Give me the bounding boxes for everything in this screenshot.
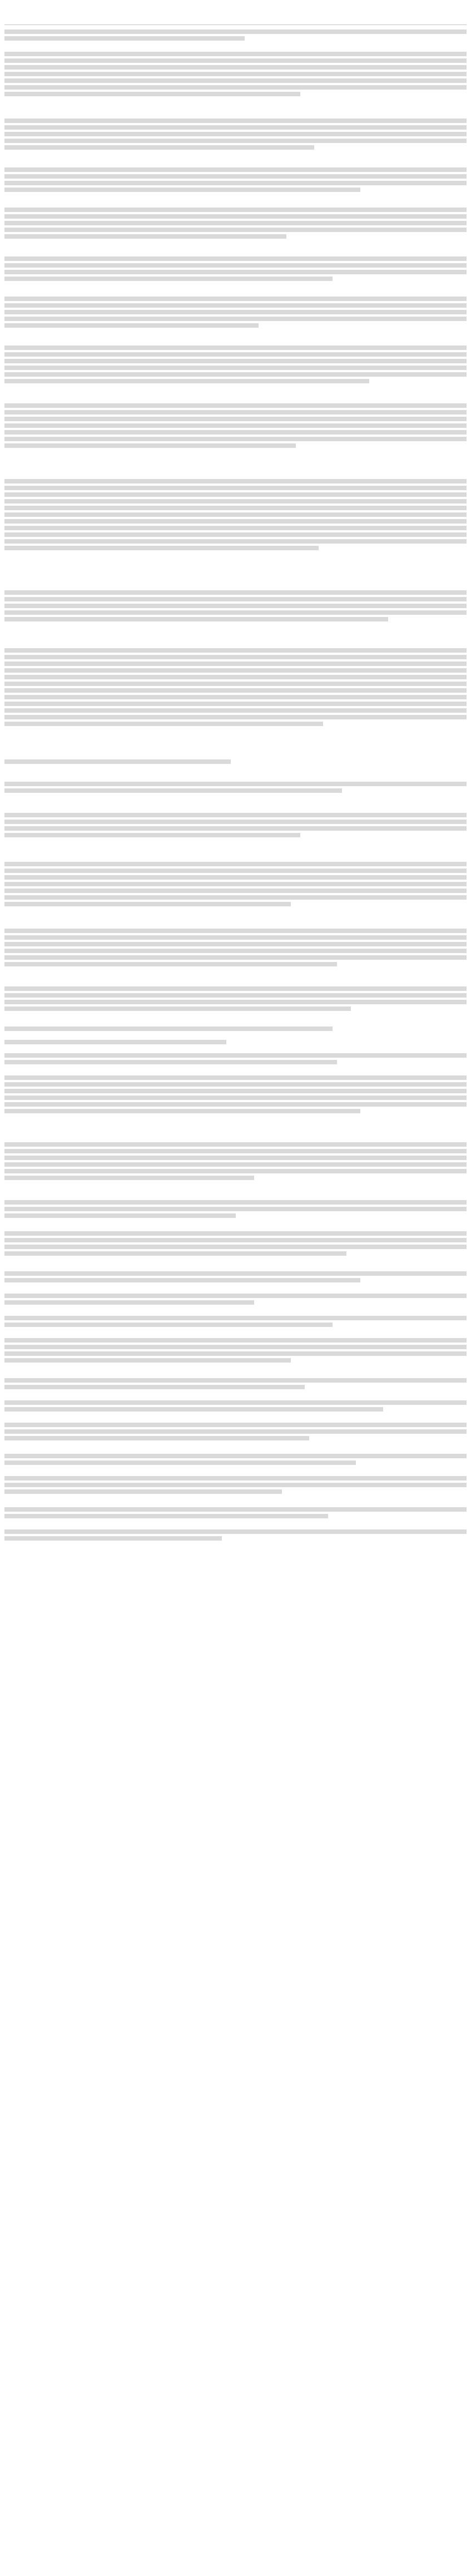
- skeleton-line: [4, 1476, 467, 1481]
- paragraph: [4, 1271, 467, 1289]
- paragraph-skeleton: [4, 1507, 467, 1518]
- skeleton-line: [4, 1156, 467, 1160]
- skeleton-line: [4, 403, 467, 408]
- paragraph-skeleton: [4, 590, 467, 621]
- skeleton-line: [4, 1351, 467, 1356]
- skeleton-line: [4, 187, 360, 192]
- skeleton-line: [4, 92, 300, 96]
- skeleton-line: [4, 1316, 467, 1320]
- paragraph-skeleton: [4, 1075, 467, 1113]
- skeleton-line: [4, 352, 467, 357]
- paragraph-skeleton: [4, 29, 467, 41]
- skeleton-line: [4, 1358, 291, 1363]
- skeleton-line: [4, 139, 467, 143]
- skeleton-line: [4, 270, 467, 274]
- skeleton-line: [4, 132, 467, 136]
- skeleton-line: [4, 256, 467, 261]
- skeleton-line: [4, 1169, 467, 1173]
- skeleton-line: [4, 655, 467, 659]
- paragraph-skeleton: [4, 986, 467, 1011]
- skeleton-line: [4, 902, 291, 906]
- paragraph: [4, 479, 467, 577]
- paragraph: [4, 782, 467, 800]
- skeleton-line: [4, 949, 467, 953]
- skeleton-line: [4, 1338, 467, 1343]
- skeleton-line: [4, 1322, 333, 1327]
- skeleton-line: [4, 125, 467, 130]
- skeleton-line: [4, 1514, 328, 1518]
- skeleton-line: [4, 234, 286, 239]
- skeleton-line: [4, 942, 467, 946]
- skeleton-line: [4, 1006, 351, 1011]
- paragraph-skeleton: [4, 862, 467, 906]
- skeleton-line: [4, 1529, 467, 1534]
- paragraph: [4, 1075, 467, 1129]
- skeleton-line: [4, 820, 467, 824]
- paragraph: [4, 167, 467, 203]
- paragraph-skeleton: [4, 1053, 467, 1064]
- skeleton-line: [4, 228, 467, 232]
- skeleton-line: [4, 499, 467, 504]
- skeleton-line: [4, 29, 467, 34]
- paragraph-skeleton: [4, 346, 467, 383]
- skeleton-line: [4, 708, 467, 713]
- skeleton-line: [4, 214, 467, 219]
- paragraph-skeleton: [4, 1316, 467, 1327]
- skeleton-line: [4, 986, 467, 991]
- skeleton-line: [4, 935, 467, 940]
- skeleton-line: [4, 1400, 467, 1405]
- skeleton-line: [4, 1075, 467, 1080]
- skeleton-line: [4, 1162, 467, 1167]
- paragraph: [4, 1142, 467, 1196]
- skeleton-line: [4, 1027, 333, 1031]
- paragraph: [4, 256, 467, 292]
- paragraph-skeleton: [4, 1378, 467, 1389]
- skeleton-line: [4, 492, 467, 497]
- skeleton-line: [4, 36, 245, 41]
- paragraph: [4, 929, 467, 982]
- skeleton-line: [4, 688, 467, 693]
- skeleton-line: [4, 479, 467, 483]
- paragraph: [4, 1529, 467, 1547]
- paragraph-skeleton: [4, 479, 467, 550]
- article-body: [4, 29, 467, 1547]
- paragraph: [4, 403, 467, 466]
- skeleton-line: [4, 1060, 337, 1064]
- paragraph-skeleton: [4, 1454, 467, 1465]
- paragraph: [4, 1400, 467, 1418]
- paragraph-skeleton: [4, 782, 467, 793]
- skeleton-line: [4, 1200, 467, 1205]
- skeleton-line: [4, 1423, 467, 1427]
- skeleton-line: [4, 72, 467, 76]
- paragraph: [4, 119, 467, 163]
- paragraph-skeleton: [4, 297, 467, 328]
- skeleton-line: [4, 868, 467, 873]
- skeleton-line: [4, 617, 388, 621]
- skeleton-line: [4, 648, 467, 653]
- skeleton-line: [4, 882, 467, 886]
- skeleton-line: [4, 65, 467, 70]
- paragraph: [4, 1316, 467, 1334]
- skeleton-line: [4, 833, 300, 837]
- skeleton-line: [4, 1407, 383, 1412]
- paragraph-skeleton: [4, 1400, 467, 1412]
- skeleton-line: [4, 862, 467, 866]
- paragraph-skeleton: [4, 119, 467, 150]
- skeleton-line: [4, 1460, 356, 1465]
- skeleton-line: [4, 993, 467, 998]
- paragraph: [4, 1507, 467, 1525]
- skeleton-line: [4, 1436, 309, 1440]
- paragraph: [4, 1476, 467, 1503]
- skeleton-line: [4, 1454, 467, 1458]
- skeleton-line: [4, 1176, 254, 1180]
- skeleton-line: [4, 512, 467, 517]
- skeleton-line: [4, 1489, 282, 1494]
- paragraph: [4, 1053, 467, 1071]
- paragraph-skeleton: [4, 1476, 467, 1494]
- title-container: [4, 4, 467, 24]
- skeleton-line: [4, 410, 467, 414]
- paragraph: [4, 1231, 467, 1267]
- paragraph-skeleton: [4, 1200, 467, 1218]
- skeleton-line: [4, 597, 467, 601]
- skeleton-line: [4, 372, 467, 377]
- skeleton-line: [4, 1238, 467, 1242]
- skeleton-line: [4, 682, 467, 686]
- skeleton-line: [4, 1207, 467, 1211]
- skeleton-line: [4, 955, 467, 960]
- skeleton-line: [4, 437, 467, 441]
- skeleton-line: [4, 788, 342, 793]
- skeleton-line: [4, 1095, 467, 1100]
- paragraph: [4, 590, 467, 635]
- skeleton-line: [4, 1385, 305, 1389]
- paragraph: [4, 1200, 467, 1227]
- paragraph: [4, 1338, 467, 1374]
- skeleton-line: [4, 889, 467, 893]
- paragraph: [4, 986, 467, 1022]
- skeleton-line: [4, 1245, 467, 1249]
- skeleton-line: [4, 526, 467, 530]
- paragraph-skeleton: [4, 256, 467, 281]
- skeleton-line: [4, 359, 467, 363]
- skeleton-line: [4, 1345, 467, 1349]
- paragraph-skeleton: [4, 1271, 467, 1282]
- skeleton-line: [4, 895, 467, 900]
- paragraph-skeleton: [4, 208, 467, 239]
- skeleton-line: [4, 303, 467, 308]
- paragraph-skeleton: [4, 1423, 467, 1440]
- paragraph: [4, 759, 467, 768]
- skeleton-line: [4, 423, 467, 428]
- skeleton-line: [4, 486, 467, 490]
- paragraph: [4, 297, 467, 341]
- paragraph: [4, 813, 467, 848]
- skeleton-line: [4, 1102, 467, 1107]
- skeleton-line: [4, 1040, 226, 1044]
- paragraph-skeleton: [4, 403, 467, 448]
- skeleton-line: [4, 443, 296, 448]
- paragraph-skeleton: [4, 929, 467, 966]
- skeleton-line: [4, 519, 467, 524]
- paragraph-skeleton: [4, 52, 467, 96]
- skeleton-line: [4, 610, 467, 615]
- paragraph: [4, 29, 467, 47]
- skeleton-line: [4, 668, 467, 673]
- skeleton-line: [4, 379, 369, 383]
- skeleton-line: [4, 366, 467, 370]
- skeleton-line: [4, 208, 467, 212]
- skeleton-line: [4, 417, 467, 421]
- paragraph-skeleton: [4, 1027, 467, 1031]
- skeleton-line: [4, 813, 467, 817]
- skeleton-line: [4, 297, 467, 301]
- skeleton-line: [4, 532, 467, 537]
- skeleton-line: [4, 317, 467, 321]
- skeleton-line: [4, 1251, 346, 1256]
- skeleton-line: [4, 1213, 236, 1218]
- skeleton-line: [4, 119, 467, 123]
- paragraph-skeleton: [4, 1231, 467, 1256]
- skeleton-line: [4, 1300, 254, 1305]
- skeleton-line: [4, 604, 467, 608]
- paragraph: [4, 1423, 467, 1449]
- paragraph: [4, 862, 467, 924]
- skeleton-line: [4, 539, 467, 544]
- skeleton-line: [4, 430, 467, 435]
- skeleton-line: [4, 1483, 467, 1487]
- paragraph-skeleton: [4, 1294, 467, 1305]
- paragraph: [4, 208, 467, 252]
- skeleton-line: [4, 167, 467, 172]
- skeleton-line: [4, 826, 467, 831]
- paragraph-skeleton: [4, 648, 467, 726]
- skeleton-line: [4, 323, 259, 328]
- paragraph-skeleton: [4, 1529, 467, 1541]
- skeleton-line: [4, 78, 467, 83]
- skeleton-line: [4, 1053, 467, 1058]
- skeleton-line: [4, 145, 314, 150]
- skeleton-line: [4, 1429, 467, 1434]
- skeleton-line: [4, 695, 467, 699]
- skeleton-line: [4, 181, 467, 185]
- skeleton-line: [4, 782, 467, 786]
- skeleton-line: [4, 221, 467, 225]
- skeleton-line: [4, 662, 467, 666]
- paragraph-skeleton: [4, 813, 467, 837]
- skeleton-line: [4, 722, 323, 726]
- paragraph-skeleton: [4, 759, 467, 764]
- skeleton-line: [4, 1378, 467, 1383]
- skeleton-line: [4, 174, 467, 179]
- skeleton-line: [4, 506, 467, 510]
- paragraph: [4, 52, 467, 114]
- skeleton-line: [4, 310, 467, 314]
- skeleton-line: [4, 58, 467, 63]
- skeleton-line: [4, 1231, 467, 1236]
- paragraph: [4, 1378, 467, 1396]
- skeleton-line: [4, 702, 467, 706]
- skeleton-line: [4, 1142, 467, 1147]
- paragraph-skeleton: [4, 167, 467, 192]
- skeleton-line: [4, 1278, 360, 1282]
- skeleton-line: [4, 875, 467, 880]
- skeleton-line: [4, 929, 467, 933]
- title-divider: [4, 24, 467, 25]
- paragraph: [4, 346, 467, 399]
- skeleton-line: [4, 1149, 467, 1153]
- paragraph-skeleton: [4, 1338, 467, 1363]
- skeleton-line: [4, 277, 333, 281]
- paragraph-skeleton: [4, 1040, 467, 1044]
- skeleton-line: [4, 759, 231, 764]
- skeleton-line: [4, 1271, 467, 1276]
- paragraph: [4, 1040, 467, 1049]
- paragraph: [4, 1454, 467, 1472]
- skeleton-line: [4, 1109, 360, 1113]
- skeleton-line: [4, 1294, 467, 1298]
- skeleton-line: [4, 346, 467, 350]
- skeleton-line: [4, 590, 467, 595]
- paragraph: [4, 648, 467, 755]
- skeleton-line: [4, 263, 467, 268]
- skeleton-line: [4, 1536, 222, 1541]
- skeleton-line: [4, 1089, 467, 1093]
- skeleton-line: [4, 962, 337, 966]
- skeleton-line: [4, 52, 467, 56]
- paragraph-skeleton: [4, 1142, 467, 1180]
- paragraph: [4, 1027, 467, 1035]
- skeleton-line: [4, 546, 319, 550]
- skeleton-line: [4, 1082, 467, 1087]
- skeleton-line: [4, 85, 467, 90]
- paragraph: [4, 1294, 467, 1311]
- skeleton-line: [4, 675, 467, 679]
- skeleton-line: [4, 1000, 467, 1004]
- skeleton-line: [4, 715, 467, 719]
- skeleton-line: [4, 1507, 467, 1512]
